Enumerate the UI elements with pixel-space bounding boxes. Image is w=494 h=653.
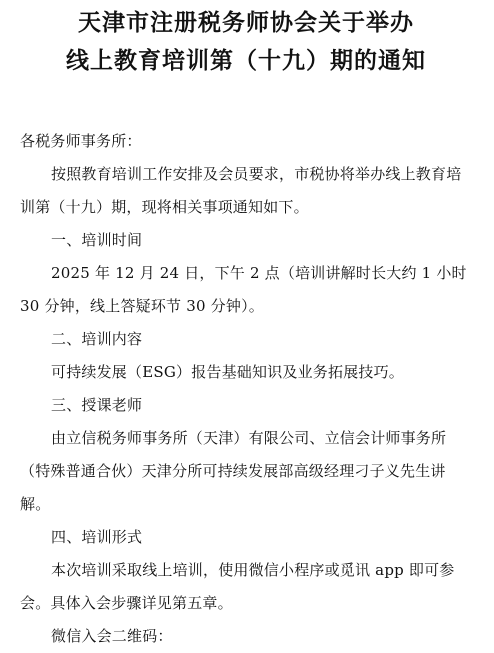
wechat-qr-label: 微信入会二维码： (51, 627, 173, 645)
section-4-heading: 四、培训形式 (51, 528, 143, 546)
section-3-body: 由立信税务师事务所（天津）有限公司、立信会计师事务所（特殊普通合伙）天津分所可持续发展部高级经理刁子义先生讲解。 (20, 429, 447, 513)
section-1-body: 2025 年 12 月 24 日，下午 2 点（培训讲解时长大约 1 小时 30 分钟，线上答疑环节 30 分钟）。 (20, 264, 467, 315)
document-body (20, 125, 472, 653)
section-4-body: 本次培训采取线上培训，使用微信小程序或觅讯 app 即可参会。具体入会步骤详见第五章。 (20, 561, 455, 612)
section-1-heading: 一、培训时间 (51, 231, 143, 249)
document-title-line-2: 线上教育培训第（十九）期的通知 (66, 48, 426, 74)
section-2-body: 可持续发展（ESG）报告基础知识及业务拓展技巧。 (51, 363, 405, 381)
document-title-line-1: 天津市注册税务师协会关于举办 (78, 10, 414, 36)
salutation: 各税务师事务所： (20, 132, 142, 150)
section-3-heading: 三、授课老师 (51, 396, 143, 414)
section-2-heading: 二、培训内容 (51, 330, 143, 348)
intro-paragraph: 按照教育培训工作安排及会员要求，市税协将举办线上教育培训第（十九）期，现将相关事项通知如下。 (20, 165, 462, 216)
